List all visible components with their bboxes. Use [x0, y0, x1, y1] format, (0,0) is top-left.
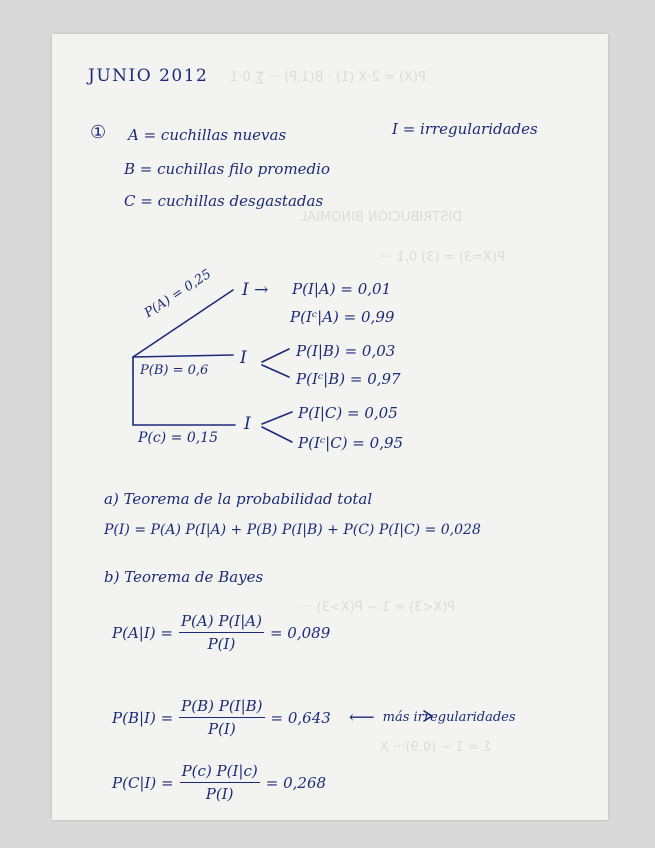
bayes-c-denominator: P(I): [205, 785, 234, 803]
problem-number: ①: [90, 122, 107, 143]
arrow-icon: ⟵: [348, 707, 375, 728]
bayes-b-denominator: P(I): [207, 720, 236, 738]
bayes-c-result: = 0,268: [265, 773, 327, 792]
node-b: I: [240, 348, 247, 368]
bayes-a-result: = 0,089: [269, 623, 331, 642]
bayes-c-fraction: [180, 762, 260, 803]
definition-a: A = cuchillas nuevas: [128, 126, 287, 144]
bayes-row-c: [112, 762, 326, 803]
bayes-b-fraction: [179, 697, 264, 738]
part-a-heading: a) Teorema de la probabilidad total: [104, 490, 373, 508]
leaf-b-i: P(I|B) = 0,03: [296, 342, 396, 360]
part-a-formula: P(I) = P(A) P(I|A) + P(B) P(I|B) + P(C) P(I|C) = 0,028: [104, 522, 481, 538]
leaf-c-i: P(I|C) = 0,05: [298, 404, 398, 422]
bayes-b-lhs: P(B|I) =: [112, 708, 174, 727]
leaf-a-ic: P(Iᶜ|A) = 0,99: [290, 308, 395, 326]
bayes-b-numerator: P(B) P(I|B): [179, 697, 264, 718]
leaf-b-ic: P(Iᶜ|B) = 0,97: [296, 370, 401, 388]
b-split-up: [262, 349, 289, 362]
node-c: I: [244, 414, 251, 434]
bleed-through-marks: P(X) = 2·X (1) · B(1,P) ··· ∑ 0·1: [230, 70, 426, 85]
branch-b-line: [133, 355, 233, 357]
bleed-through-marks: DISTRIBUCIÓN BINOMIAL: [300, 210, 463, 225]
bayes-row-b: [112, 697, 516, 738]
branch-c-label: P(c) = 0,15: [138, 430, 218, 446]
bayes-c-numerator: P(c) P(I|c): [180, 762, 260, 783]
node-a: I →: [242, 280, 269, 300]
bayes-a-fraction: [179, 612, 264, 653]
bayes-row-a: [112, 612, 330, 653]
bayes-a-numerator: P(A) P(I|A): [179, 612, 264, 633]
definition-i: I = irregularidades: [392, 120, 538, 138]
c-split-up: [262, 412, 292, 424]
definition-c: C = cuchillas desgastadas: [124, 192, 324, 210]
b-split-down: [262, 365, 289, 377]
bayes-b-result: = 0,643: [270, 708, 331, 727]
branch-a-line: [133, 290, 233, 357]
bleed-through-marks: P(X<3) = 1 − P(X>3) ···: [300, 600, 456, 615]
bleed-through-marks: P(X=3) = (3) 0,1 ···: [380, 250, 505, 265]
bayes-a-denominator: P(I): [207, 635, 236, 653]
page-title: JUNIO 2012: [88, 66, 209, 86]
bleed-through-marks: Σ = 1 − (0,9)··· X: [380, 740, 492, 755]
bayes-b-note: más irregularidades: [382, 710, 516, 725]
part-b-heading: b) Teorema de Bayes: [104, 568, 264, 586]
bayes-a-lhs: P(A|I) =: [112, 623, 173, 642]
branch-a-label: P(A) = 0,25: [141, 266, 215, 321]
leaf-a-i: P(I|A) = 0,01: [292, 280, 392, 298]
branch-b-label: P(B) = 0,6: [140, 363, 209, 378]
bayes-c-lhs: P(C|I) =: [112, 773, 174, 792]
leaf-c-ic: P(Iᶜ|C) = 0,95: [298, 434, 404, 452]
definition-b: B = cuchillas filo promedio: [124, 160, 330, 178]
c-split-down: [262, 427, 292, 442]
